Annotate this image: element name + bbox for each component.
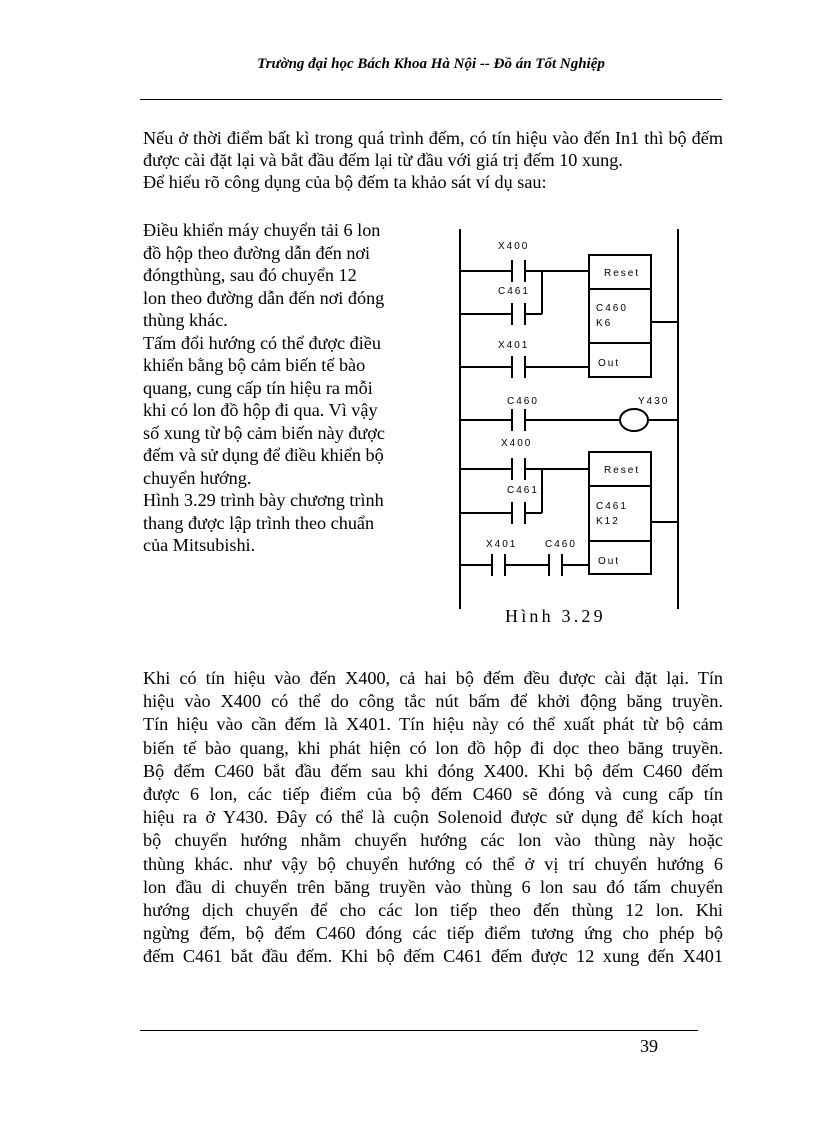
ladder-diagram-svg	[448, 224, 688, 616]
body-line: hiệu vào X400 có thể do công tắc nút bấm để khởi động băng truyền.	[143, 691, 723, 712]
side-text-line: đồ hộp theo đường dẫn đến nơi	[143, 242, 371, 263]
body-line: Tín hiệu vào cần đếm là X401. Tín hiệu này có thể xuất phát từ bộ cảm	[143, 714, 723, 735]
figure-caption: Hình 3.29	[505, 606, 606, 626]
ladder-diagram	[448, 224, 688, 616]
header-divider	[140, 99, 722, 100]
body-line: bộ chuyển hướng nhằm chuyển hướng các lon vào thùng này hoặc	[143, 830, 723, 851]
box2-preset: K12	[596, 516, 620, 527]
body-line: đếm C461 bắt đầu đếm. Khi bộ đếm C461 đếm được 12 xung đến X401	[143, 946, 723, 967]
body-line: ngừng đếm, bộ đếm C460 đóng các tiếp điểm tương ứng cho phép bộ	[143, 923, 723, 944]
intro-paragraph-2: Để hiểu rõ công dụng của bộ đếm ta khảo sát ví dụ sau:	[143, 172, 547, 193]
page-number: 39	[640, 1036, 658, 1056]
intro-paragraph-1: Nếu ở thời điểm bất kì trong quá trình đếm, có tín hiệu vào đến In1 thì bộ đếm được cài đặt lại và bắt đầu đếm lại từ đầu với giá trị đếm 10 xung.	[143, 128, 723, 171]
body-line: thùng khác. như vậy bộ chuyển hướng có thể ở vị trí chuyển hướng 6	[143, 853, 723, 874]
side-text-line: chuyển hướng.	[143, 467, 252, 488]
footer-divider	[140, 1030, 698, 1031]
label-y430: Y430	[638, 396, 670, 407]
body-line: Bộ đếm C460 bắt đầu đếm sau khi đóng X400. Khi bộ đếm C460 đếm	[143, 760, 723, 781]
box1-out-label: Out	[598, 358, 621, 369]
side-text-line: khi có lon đồ hộp đi qua. Vì vậy	[143, 400, 378, 420]
body-line: hướng dịch chuyển để cho các lon tiếp theo đến thùng 12 lon. Khi	[143, 900, 723, 921]
body-line: hiệu ra ở Y430. Đây có thể là cuộn Solenoid được sử dụng để kích hoạt	[143, 807, 723, 828]
box1-reset-label: Reset	[604, 268, 641, 279]
label-x401: X401	[498, 340, 530, 351]
side-text	[143, 219, 443, 557]
side-text-line: Điều khiển máy chuyển tải 6 lon	[143, 220, 381, 240]
side-text-line: thùng khác.	[143, 310, 228, 330]
side-text-line: lon theo đường dẫn đến nơi đóng	[143, 287, 385, 308]
label-c461: C461	[507, 485, 539, 496]
side-text-line: Hình 3.29 trình bày chương trình	[143, 490, 384, 510]
side-text-line: khiển bằng bộ cảm biến tế bào	[143, 355, 366, 375]
page-header: Trường đại học Bách Khoa Hà Nội -- Đồ án Tốt Nghiệp	[257, 56, 605, 72]
side-text-line: thang được lập trình theo chuẩn	[143, 512, 375, 533]
label-x400: X400	[498, 241, 530, 252]
body-paragraph	[143, 667, 723, 969]
intro-section	[143, 127, 723, 194]
label-c461: C461	[498, 286, 530, 297]
body-line: được 6 lon, các tiếp điểm của bộ đếm C460 sẽ đóng và cung cấp tín	[143, 784, 723, 805]
label-c460: C460	[545, 539, 577, 550]
side-text-line: Tấm đổi hướng có thể được điều	[143, 332, 381, 353]
side-text-line: của Mitsubishi.	[143, 535, 256, 555]
body-line: Khi có tín hiệu vào đến X400, cả hai bộ đếm đều được cài đặt lại. Tín	[143, 668, 723, 688]
side-text-line: đếm và sử dụng để điều khiển bộ	[143, 445, 384, 465]
box1-name: C460	[596, 303, 628, 314]
box2-out-label: Out	[598, 556, 621, 567]
body-line: biến tế bào quang, khi phát hiện có lon đồ hộp đi dọc theo băng truyền.	[143, 737, 723, 758]
box2-name: C461	[596, 501, 628, 512]
side-text-line: đóngthùng, sau đó chuyển 12	[143, 265, 357, 285]
side-text-line: số xung từ bộ cảm biến này được	[143, 422, 385, 443]
box2-reset-label: Reset	[604, 465, 641, 476]
coil-y430	[620, 409, 648, 431]
label-x401: X401	[486, 539, 518, 550]
box1-preset: K6	[596, 318, 613, 329]
label-c460: C460	[507, 396, 539, 407]
label-x400: X400	[501, 438, 533, 449]
body-line: lon đầu di chuyển trên băng truyền vào thùng 6 lon sau đó tấm chuyển	[143, 876, 723, 897]
side-text-line: quang, cung cấp tín hiệu ra mỗi	[143, 377, 373, 398]
